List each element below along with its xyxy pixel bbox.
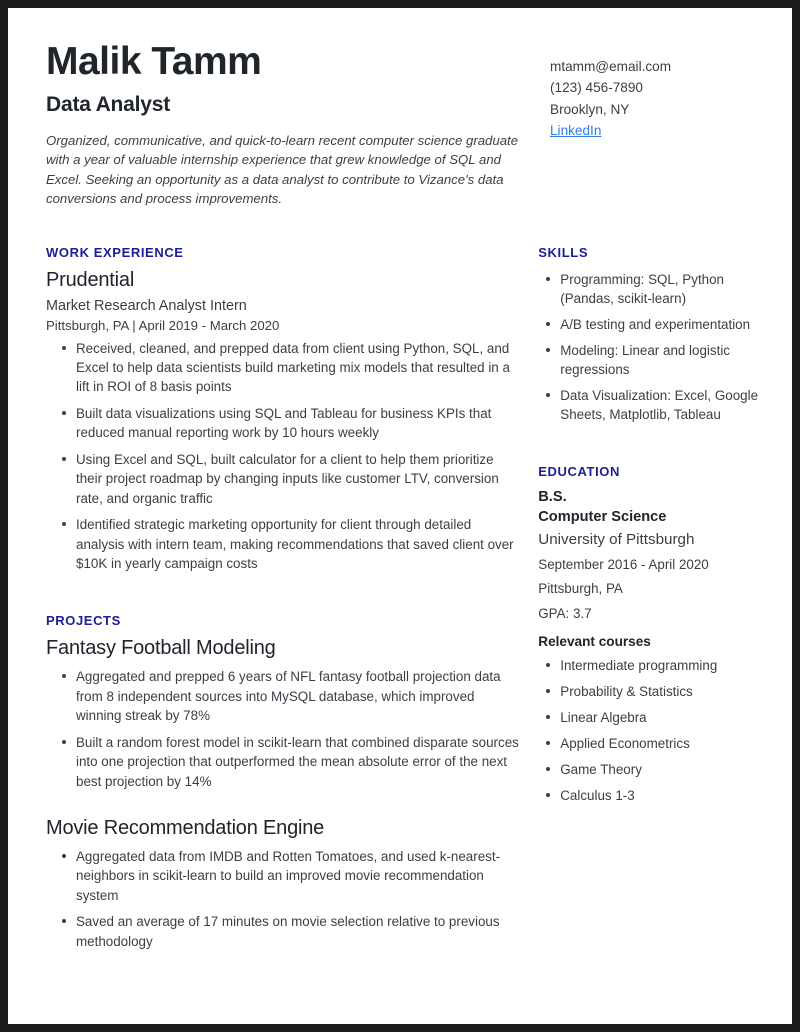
section-spacer [536, 424, 762, 464]
list-item: Intermediate programming [560, 656, 762, 675]
projects-section [44, 613, 522, 951]
relevant-courses-list [536, 656, 762, 805]
list-item: Linear Algebra [560, 708, 762, 727]
skills-list [536, 270, 762, 424]
list-item: Identified strategic marketing opportunity for client through detailed analysis with intern team, making recommendations that saved client over $10K in yearly campaign costs [76, 515, 522, 573]
list-item: Programming: SQL, Python (Pandas, scikit-learn) [560, 270, 762, 308]
education-gpa: GPA: 3.7 [538, 606, 592, 622]
education-major: Computer Science [538, 508, 667, 525]
list-item: Calculus 1-3 [560, 786, 762, 805]
skills-section [536, 245, 762, 424]
resume-header [44, 42, 762, 209]
job-meta: Pittsburgh, PA | April 2019 - March 2020 [46, 317, 280, 333]
education-heading: EDUCATION [538, 463, 620, 479]
skills-heading: SKILLS [538, 244, 589, 260]
project-bullets [44, 847, 522, 951]
job-company: Prudential [46, 268, 135, 291]
candidate-job-title: Data Analyst [46, 92, 171, 116]
section-spacer [44, 573, 522, 613]
linkedin-link[interactable]: LinkedIn [550, 123, 602, 139]
list-item: Probability & Statistics [560, 682, 762, 701]
job-role: Market Research Analyst Intern [46, 297, 247, 314]
header-identity [44, 42, 536, 209]
education-school: University of Pittsburgh [538, 530, 695, 548]
list-item: Using Excel and SQL, built calculator for a client to help them prioritize their project roadmap by changing inputs like customer LTV, conversion rate, and organic traffic [76, 450, 522, 508]
project-spacer [44, 791, 522, 817]
list-item: Game Theory [560, 760, 762, 779]
list-item: Data Visualization: Excel, Google Sheets, Matplotlib, Tableau [560, 386, 762, 424]
resume-page [8, 8, 792, 1024]
education-location: Pittsburgh, PA [538, 581, 623, 597]
job-entry [44, 269, 522, 574]
relevant-courses-label: Relevant courses [538, 633, 651, 649]
list-item: Aggregated data from IMDB and Rotten Tomatoes, and used k-nearest-neighbors in scikit-learn to build an improved movie recommendation system [76, 847, 522, 905]
list-item: Built data visualizations using SQL and Tableau for business KPIs that reduced manual reporting work by 10 hours weekly [76, 404, 522, 443]
project-title: Movie Recommendation Engine [46, 817, 325, 839]
work-experience-section [44, 245, 522, 574]
project-entry [44, 817, 522, 951]
education-section [536, 464, 762, 805]
candidate-name: Malik Tamm [46, 40, 262, 83]
education-dates: September 2016 - April 2020 [538, 556, 709, 572]
list-item: Modeling: Linear and logistic regressions [560, 341, 762, 379]
contact-email: mtamm@email.com [550, 59, 672, 74]
main-column [44, 245, 522, 952]
project-title: Fantasy Football Modeling [46, 637, 276, 660]
projects-heading: PROJECTS [46, 613, 121, 629]
list-item: Applied Econometrics [560, 734, 762, 753]
project-entry [44, 637, 522, 791]
contact-block [536, 42, 762, 142]
list-item: A/B testing and experimentation [560, 315, 762, 334]
contact-location: Brooklyn, NY [550, 101, 630, 117]
list-item: Received, cleaned, and prepped data from client using Python, SQL, and Excel to help data scientists build marketing mix models that resulted in a lift in ROI of 8 basis points [76, 339, 522, 397]
list-item: Saved an average of 17 minutes on movie selection relative to previous methodology [76, 912, 522, 951]
resume-body [44, 245, 762, 952]
list-item: Aggregated and prepped 6 years of NFL fantasy football projection data from 8 independent sources into MySQL database, which improved winning streak by 78% [76, 667, 522, 725]
professional-summary: Organized, communicative, and quick-to-learn recent computer science graduate with a year of valuable internship experience that grew knowledge of SQL and Excel. Seeking an opportunity as a data analyst to contribute to Vizance's data conversions and process improvements. [46, 132, 519, 207]
education-degree: B.S. [538, 488, 567, 505]
list-item: Built a random forest model in scikit-learn that combined disparate sources into one projection that outperformed the mean absolute error of the next best projection by 14% [76, 733, 522, 791]
job-bullets [44, 339, 522, 574]
project-bullets [44, 667, 522, 791]
side-column [522, 245, 762, 952]
contact-phone: (123) 456-7890 [550, 80, 643, 96]
work-experience-heading: WORK EXPERIENCE [46, 244, 184, 260]
